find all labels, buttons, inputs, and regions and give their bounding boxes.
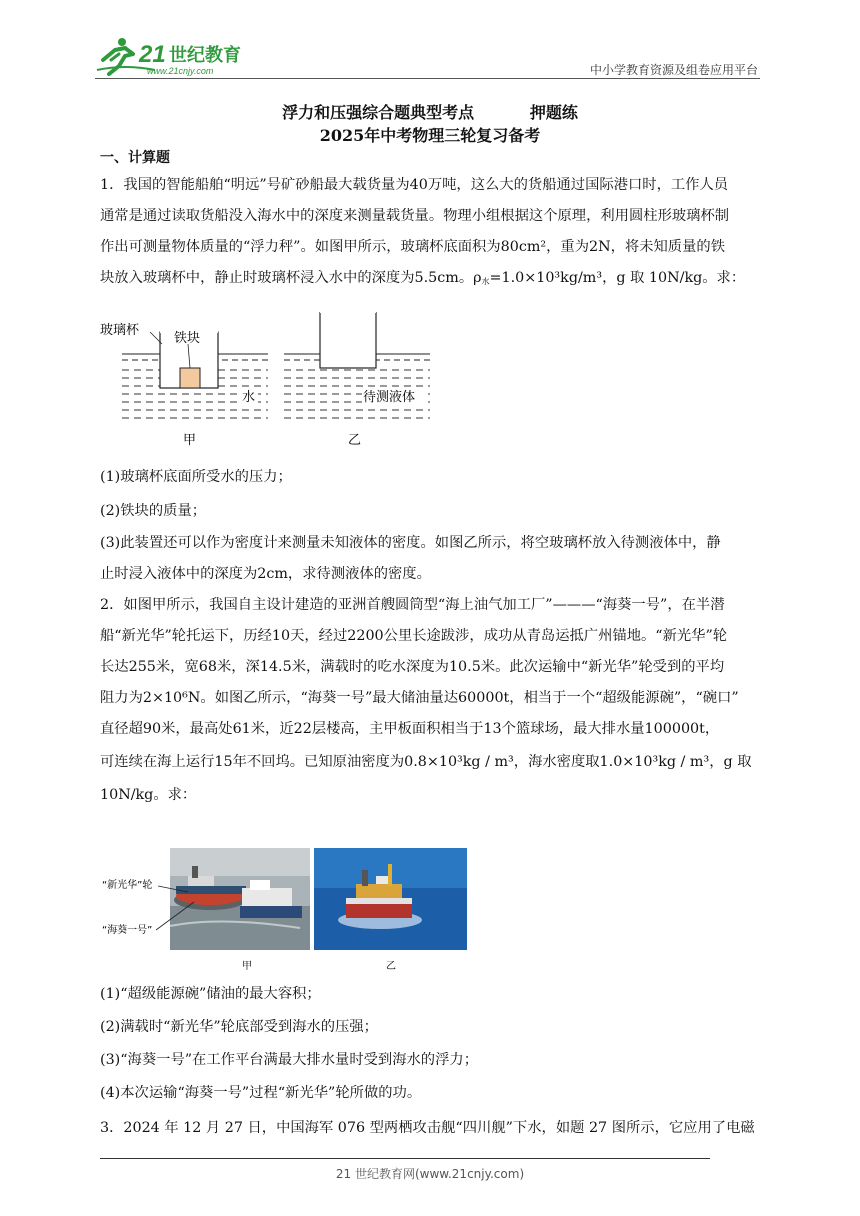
title-line-1: 浮力和压强综合题典型考点 押题练 bbox=[282, 103, 578, 122]
q2-line-3: 长达255米，宽68米，深14.5米，满载时的吃水深度为10.5米。此次运输中“新光华”轮受到的平均 bbox=[100, 659, 725, 675]
q2-sub-1: (1)“超级能源碗”储油的最大容积； bbox=[100, 986, 321, 1002]
ship-photos bbox=[100, 846, 470, 978]
q1-sub-3: (3)此装置还可以作为密度计来测量未知液体的密度。如图乙所示，将空玻璃杯放入待测液体中，静 止时浸入液体中的深度为2cm，求待测液体的密度。 bbox=[100, 535, 721, 582]
caption-jia: 甲 bbox=[183, 433, 197, 448]
logo-text: 世纪教育 bbox=[169, 45, 241, 66]
q1-line-3: 作出可测量物体质量的“浮力秤”。如图甲所示，玻璃杯底面积为80cm²，重为2N，将未知质量的铁 bbox=[100, 239, 725, 255]
q2-line-4: 阻力为2×10⁶N。如图乙所示，“海葵一号”最大储油量达60000t，相当于一个“超级能源碗”，“碗口” bbox=[100, 690, 739, 706]
q1-sub-1: (1)玻璃杯底面所受水的压力； bbox=[100, 469, 292, 485]
photo-caption-yi: 乙 bbox=[386, 961, 396, 972]
header-divider bbox=[95, 78, 760, 79]
iron-block bbox=[180, 368, 200, 388]
footer-divider bbox=[100, 1158, 710, 1159]
label-haikui: “海葵一号” bbox=[102, 925, 153, 936]
label-xinguanghua: “新光华”轮 bbox=[102, 880, 153, 891]
buoyancy-scale-figure bbox=[100, 312, 440, 456]
q2-line-6: 可连续在海上运行15年不回坞。已知原油密度为0.8×10³kg / m³，海水密度取1.0×10³kg / m³，g 取 bbox=[100, 754, 752, 770]
q1-line-1: 1．我国的智能船舶“明远”号矿砂船最大载货量为40万吨，这么大的货船通过国际港口时，工作人员 bbox=[100, 177, 729, 193]
question-1-text bbox=[100, 170, 765, 297]
q2-line-2: 船“新光华”轮托运下，历经10天，经过2200公里长途跋涉，成功从青岛运抵广州锚地。“新光华”轮 bbox=[100, 628, 728, 644]
site-logo bbox=[95, 36, 255, 78]
q1-line-4: 块放入玻璃杯中，静止时玻璃杯浸入水中的深度为5.5cm。$\rho_水=1.0\times 10^3kg/m^3$，g 取 10N/kg。求： bbox=[100, 270, 746, 286]
question-2-text bbox=[100, 590, 765, 811]
q2-sub-2: (2)满载时“新光华”轮底部受到海水的压强； bbox=[100, 1019, 378, 1035]
caption-yi: 乙 bbox=[348, 433, 362, 448]
photo-jia bbox=[170, 848, 310, 950]
section-heading: 一、计算题 bbox=[100, 150, 170, 166]
logo-number: 21 bbox=[139, 41, 166, 68]
label-iron-block: 铁块 bbox=[174, 331, 201, 346]
q2-sub-3: (3)“海葵一号”在工作平台满最大排水量时受到海水的浮力； bbox=[100, 1052, 478, 1068]
glass-cup-b bbox=[320, 312, 376, 368]
q2-line-7: 10N/kg。求： bbox=[100, 787, 197, 803]
q2-line-1: 2．如图甲所示，我国自主设计建造的亚洲首艘圆筒型“海上油气加工厂”———“海葵一号”，在半潜 bbox=[100, 597, 725, 613]
question-3-text: 3．2024 年 12 月 27 日，中国海军 076 型两栖攻击舰“四川舰”下水，如题 27 图所示，它应用了电磁 bbox=[100, 1120, 755, 1136]
footer-text: 21 世纪教育网(www.21cnjy.com) bbox=[335, 1167, 525, 1181]
photo-caption-jia: 甲 bbox=[242, 961, 252, 972]
photo-yi bbox=[314, 848, 467, 950]
logo-url: www.21cnjy.com bbox=[147, 66, 214, 76]
title-line-2: 2025年中考物理三轮复习备考 bbox=[319, 126, 541, 145]
q2-line-5: 直径超90米，最高处61米，近22层楼高，主甲板面积相当于13个篮球场，最大排水量100000t， bbox=[100, 721, 720, 737]
label-test-liquid: 待测液体 bbox=[363, 390, 416, 405]
q2-sub-4: (4)本次运输“海葵一号”过程“新光华”轮所做的功。 bbox=[100, 1085, 422, 1101]
label-glass-cup: 玻璃杯 bbox=[100, 323, 140, 338]
platform-name: 中小学教育资源及组卷应用平台 bbox=[589, 63, 758, 77]
q1-line-2: 通常是通过读取货船没入海水中的深度来测量载货量。物理小组根据这个原理，利用圆柱形玻璃杯制 bbox=[100, 208, 730, 224]
label-water: 水 bbox=[242, 390, 256, 405]
q1-sub-2: (2)铁块的质量； bbox=[100, 503, 207, 519]
